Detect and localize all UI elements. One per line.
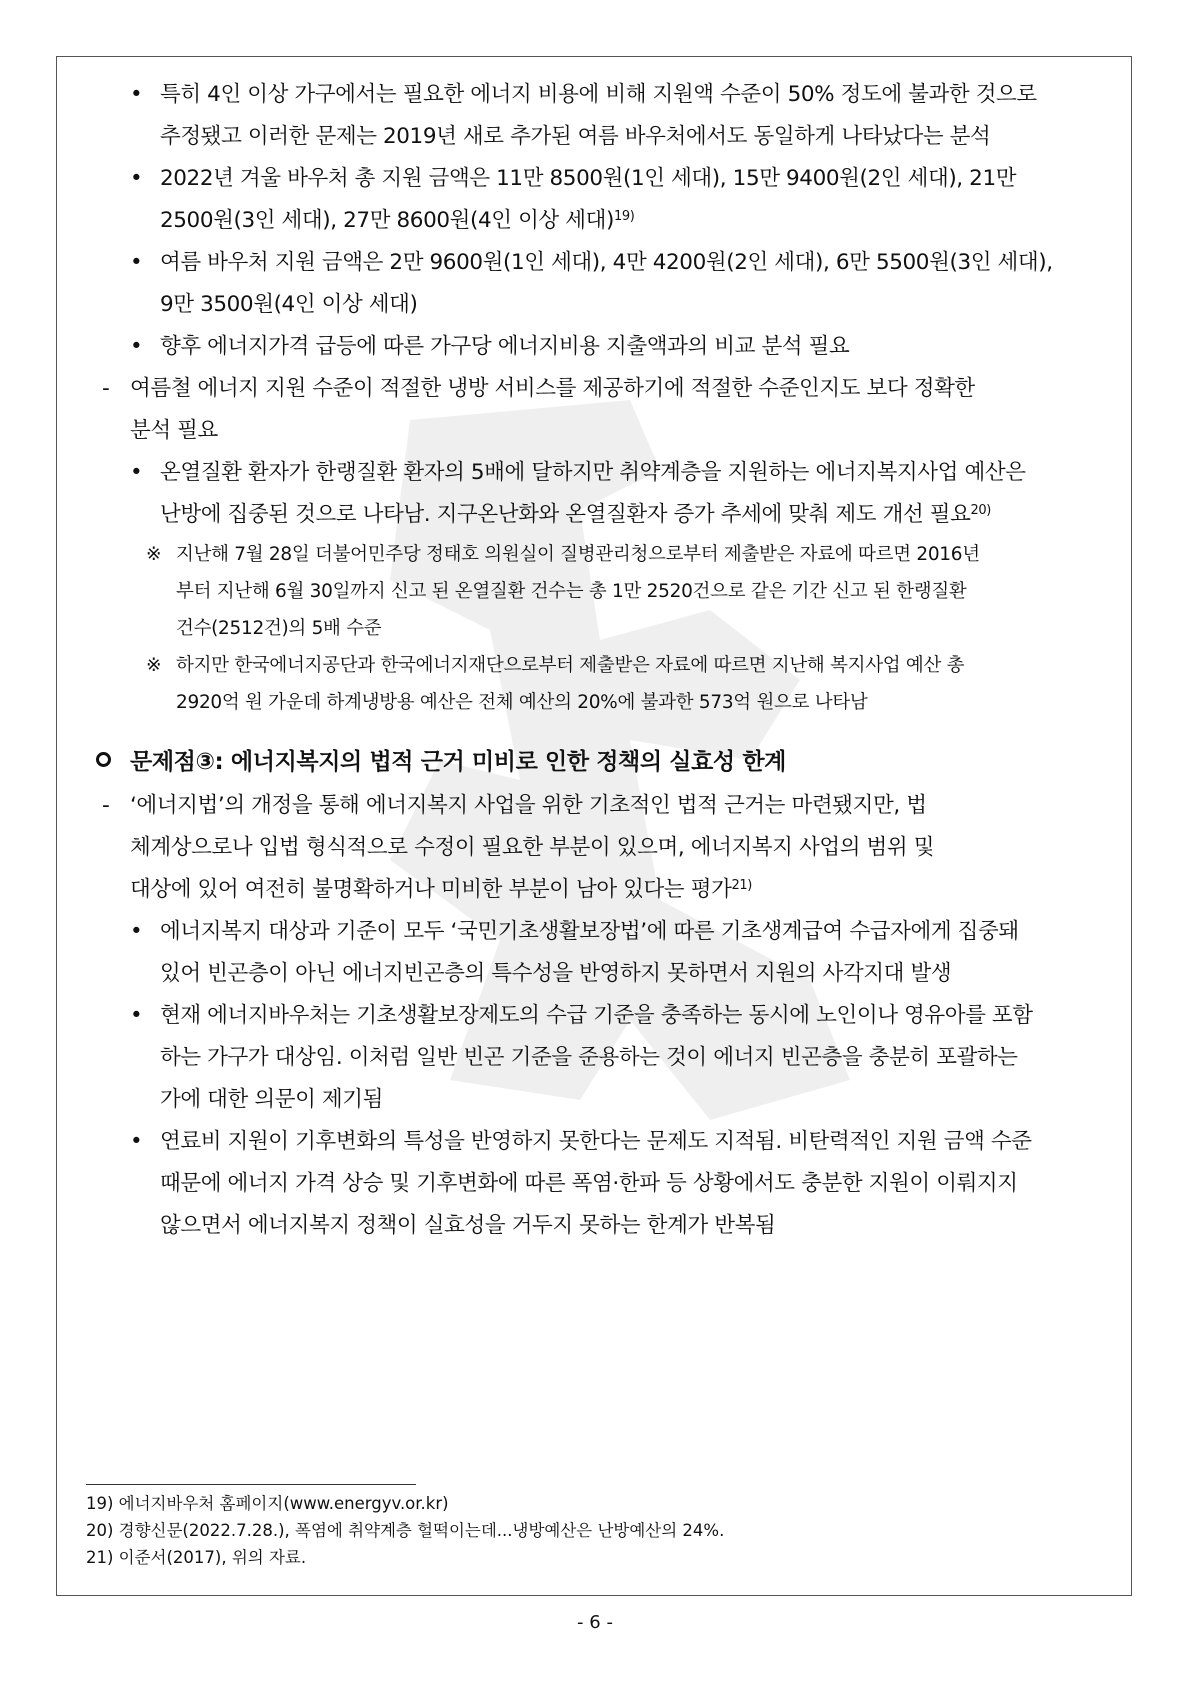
bullet-line: [96, 452, 1106, 494]
text: 부터 지난해 6월 30일까지 신고 된 온열질환 건수는 총 1만 2520건으로 같은 기간 신고 된 한랭질환: [176, 581, 967, 602]
text: 향후 에너지가격 급등에 따른 가구당 에너지비용 지출액과의 비교 분석 필요: [160, 334, 850, 359]
circle-bullet-icon: [96, 752, 111, 767]
bullet-continuation: [96, 494, 1106, 536]
footnote-divider: [86, 1484, 416, 1485]
bullet-mark: •: [130, 1003, 143, 1028]
text: ‘에너지법’의 개정을 통해 에너지복지 사업을 위한 기초적인 법적 근거는 마련됐지만, 법: [130, 793, 927, 818]
text: 여름 바우처 지원 금액은 2만 9600원(1인 세대), 4만 4200원(2인 세대), 6만 5500원(3인 세대),: [160, 250, 1053, 275]
bullet-mark: •: [130, 460, 143, 485]
document-body: [96, 74, 1106, 1247]
note-continuation: [96, 573, 1106, 610]
bullet-mark: •: [130, 919, 143, 944]
bullet-continuation: [96, 1079, 1106, 1121]
text: 현재 에너지바우처는 기초생활보장제도의 수급 기준을 충족하는 동시에 노인이나 영유아를 포함: [160, 1003, 1033, 1028]
text: 지난해 7월 28일 더불어민주당 정태호 의원실이 질병관리청으로부터 제출받은 자료에 따르면 2016년: [176, 544, 980, 565]
footnote-ref: 21): [731, 878, 752, 893]
note-line: [96, 536, 1106, 573]
text: 있어 빈곤층이 아닌 에너지빈곤층의 특수성을 반영하지 못하면서 지원의 사각지대 발생: [160, 961, 952, 986]
text: 체계상으로나 입법 형식적으로 수정이 필요한 부분이 있으며, 에너지복지 사업의 범위 및: [130, 835, 935, 860]
note-continuation: [96, 684, 1106, 721]
text: 온열질환 환자가 한랭질환 환자의 5배에 달하지만 취약계층을 지원하는 에너지복지사업 예산은: [160, 460, 1026, 485]
bullet-mark: •: [130, 166, 143, 191]
bullet-mark: •: [130, 82, 143, 107]
footnote: 19) 에너지바우처 홈페이지(www.energyv.or.kr): [86, 1494, 449, 1513]
bullet-line: [96, 74, 1106, 116]
bullet-continuation: [96, 200, 1106, 242]
bullet-line: [96, 242, 1106, 284]
footnote: 21) 이준서(2017), 위의 자료.: [86, 1548, 307, 1567]
dash-line: [96, 368, 1106, 410]
text: 않으면서 에너지복지 정책이 실효성을 거두지 못하는 한계가 반복됨: [160, 1213, 776, 1238]
footnote-ref: 20): [970, 503, 991, 518]
dash-continuation: [96, 410, 1106, 452]
text: 추정됐고 이러한 문제는 2019년 새로 추가된 여름 바우처에서도 동일하게 나타났다는 분석: [160, 124, 991, 149]
note-line: [96, 647, 1106, 684]
bullet-line: [96, 911, 1106, 953]
text: 연료비 지원이 기후변화의 특성을 반영하지 못한다는 문제도 지적됨. 비탄력적인 지원 금액 수준: [160, 1129, 1032, 1154]
note-mark: ※: [146, 544, 162, 565]
bullet-mark: •: [130, 1129, 143, 1154]
text: 여름철 에너지 지원 수준이 적절한 냉방 서비스를 제공하기에 적절한 수준인지도 보다 정확한: [130, 376, 975, 401]
bullet-continuation: [96, 1205, 1106, 1247]
bullet-mark: •: [130, 250, 143, 275]
page-number: - 6 -: [577, 1612, 613, 1633]
text: 하는 가구가 대상임. 이처럼 일반 빈곤 기준을 준용하는 것이 에너지 빈곤층을 충분히 포괄하는: [160, 1045, 1018, 1070]
dash-continuation: [96, 827, 1106, 869]
dash-mark: -: [102, 376, 110, 401]
note-continuation: [96, 610, 1106, 647]
text: 2500원(3인 세대), 27만 8600원(4인 이상 세대): [160, 208, 614, 233]
text: 에너지복지 대상과 기준이 모두 ‘국민기초생활보장법’에 따른 기초생계급여 수급자에게 집중돼: [160, 919, 1019, 944]
text: 가에 대한 의문이 제기됨: [160, 1087, 383, 1112]
bullet-continuation: [96, 116, 1106, 158]
dash-line: [96, 785, 1106, 827]
text: 분석 필요: [130, 418, 218, 443]
footnote: 20) 경향신문(2022.7.28.), 폭염에 취약계층 헐떡이는데...냉방예산은 난방예산의 24%.: [86, 1521, 725, 1540]
text: 2022년 겨울 바우처 총 지원 금액은 11만 8500원(1인 세대), 15만 9400원(2인 세대), 21만: [160, 166, 1017, 191]
bullet-line: [96, 1121, 1106, 1163]
text: 2920억 원 가운데 하계냉방용 예산은 전체 예산의 20%에 불과한 573억 원으로 나타남: [176, 692, 868, 713]
footnote-ref: 19): [613, 209, 635, 224]
dash-mark: -: [102, 793, 110, 818]
note-mark: ※: [146, 655, 162, 676]
text: 하지만 한국에너지공단과 한국에너지재단으로부터 제출받은 자료에 따르면 지난해 복지사업 예산 총: [176, 655, 965, 676]
heading-text: 문제점③: 에너지복지의 법적 근거 미비로 인한 정책의 실효성 한계: [130, 749, 786, 775]
text: 난방에 집중된 것으로 나타남. 지구온난화와 온열질환자 증가 추세에 맞춰 제도 개선 필요: [160, 502, 971, 527]
bullet-continuation: [96, 284, 1106, 326]
text: 대상에 있어 여전히 불명확하거나 미비한 부분이 남아 있다는 평가: [130, 877, 732, 902]
bullet-mark: •: [130, 334, 143, 359]
dash-continuation: [96, 869, 1106, 911]
text: 9만 3500원(4인 이상 세대): [160, 292, 418, 317]
footnotes: [86, 1490, 724, 1571]
bullet-continuation: [96, 953, 1106, 995]
text: 건수(2512건)의 5배 수준: [176, 618, 382, 639]
bullet-continuation: [96, 1163, 1106, 1205]
text: 특히 4인 이상 가구에서는 필요한 에너지 비용에 비해 지원액 수준이 50% 정도에 불과한 것으로: [160, 82, 1037, 107]
bullet-line: [96, 326, 1106, 368]
bullet-continuation: [96, 1037, 1106, 1079]
bullet-line: [96, 995, 1106, 1037]
section-heading: [96, 739, 1106, 785]
bullet-line: [96, 158, 1106, 200]
text: 때문에 에너지 가격 상승 및 기후변화에 따른 폭염·한파 등 상황에서도 충분한 지원이 이뤄지지: [160, 1171, 1018, 1196]
